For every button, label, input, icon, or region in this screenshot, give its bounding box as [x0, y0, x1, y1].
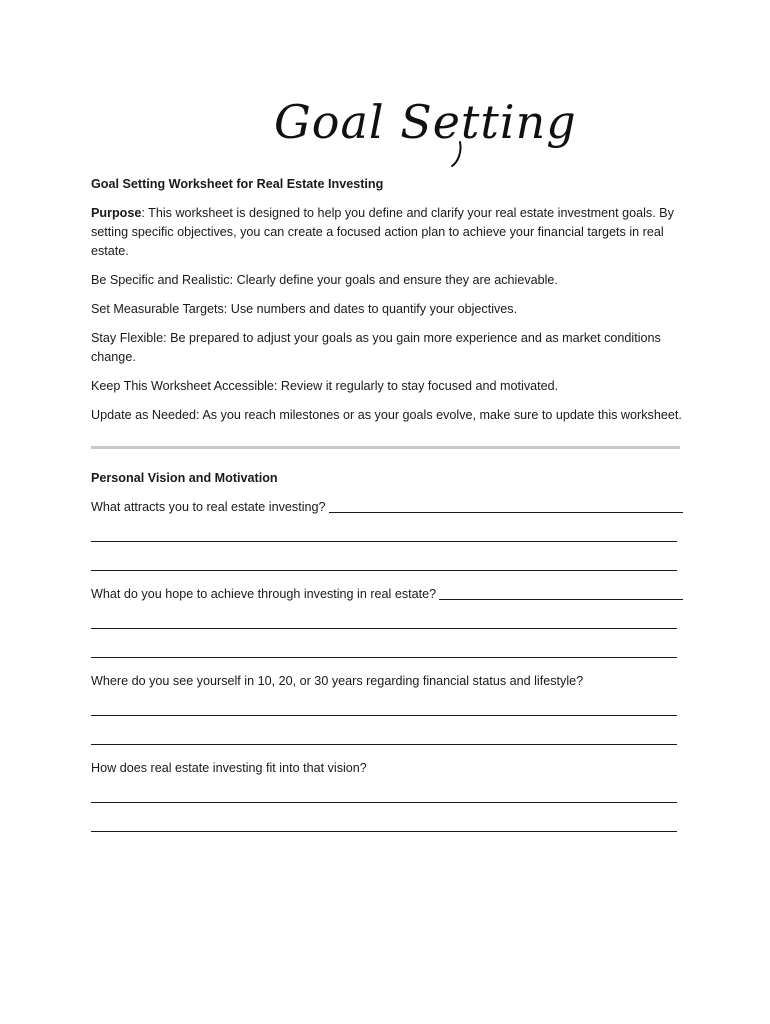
question-text: What attracts you to real estate investing?	[91, 500, 326, 514]
purpose-text: : This worksheet is designed to help you define and clarify your real estate investment goals. By setting specific objectives, you can create a focused action plan to achieve your financial targets in real estate.	[91, 206, 674, 258]
question-text: Where do you see yourself in 10, 20, or 30 years regarding financial status and lifestyle?	[91, 674, 584, 688]
goal-setting-logo-graphic	[270, 92, 577, 172]
document-heading: Goal Setting Worksheet for Real Estate Investing	[91, 177, 384, 191]
question-text: How does real estate investing fit into that vision?	[91, 761, 367, 775]
answer-line[interactable]	[91, 701, 683, 720]
question-attraction	[91, 498, 683, 517]
section-heading: Personal Vision and Motivation	[91, 471, 278, 485]
answer-line[interactable]	[91, 643, 683, 662]
tip-measurable-targets: Set Measurable Targets: Use numbers and dates to quantify your objectives.	[91, 302, 518, 316]
answer-line[interactable]	[439, 598, 683, 600]
question-future-self	[91, 672, 683, 691]
worksheet-content	[91, 175, 683, 846]
answer-line[interactable]	[91, 527, 683, 546]
logo-text: Goal Setting	[274, 95, 577, 149]
tip-specific-realistic: Be Specific and Realistic: Clearly define your goals and ensure they are achievable.	[91, 273, 558, 287]
goal-setting-logo	[270, 92, 577, 172]
answer-line[interactable]	[91, 788, 683, 807]
answer-line[interactable]	[91, 614, 683, 633]
question-hope-to-achieve	[91, 585, 683, 604]
tip-stay-flexible: Stay Flexible: Be prepared to adjust your goals as you gain more experience and as market conditions change.	[91, 331, 661, 364]
answer-line[interactable]	[329, 511, 683, 513]
tip-keep-accessible: Keep This Worksheet Accessible: Review it regularly to stay focused and motivated.	[91, 379, 559, 393]
purpose-label: Purpose	[91, 206, 142, 220]
answer-line[interactable]	[91, 556, 683, 575]
answer-line[interactable]	[91, 817, 683, 836]
question-text: What do you hope to achieve through investing in real estate?	[91, 587, 437, 601]
purpose-paragraph	[91, 204, 683, 261]
question-fit-vision	[91, 759, 683, 778]
section-divider	[91, 446, 680, 449]
answer-line[interactable]	[91, 730, 683, 749]
tip-update-as-needed: Update as Needed: As you reach milestones or as your goals evolve, make sure to update this worksheet.	[91, 408, 682, 422]
